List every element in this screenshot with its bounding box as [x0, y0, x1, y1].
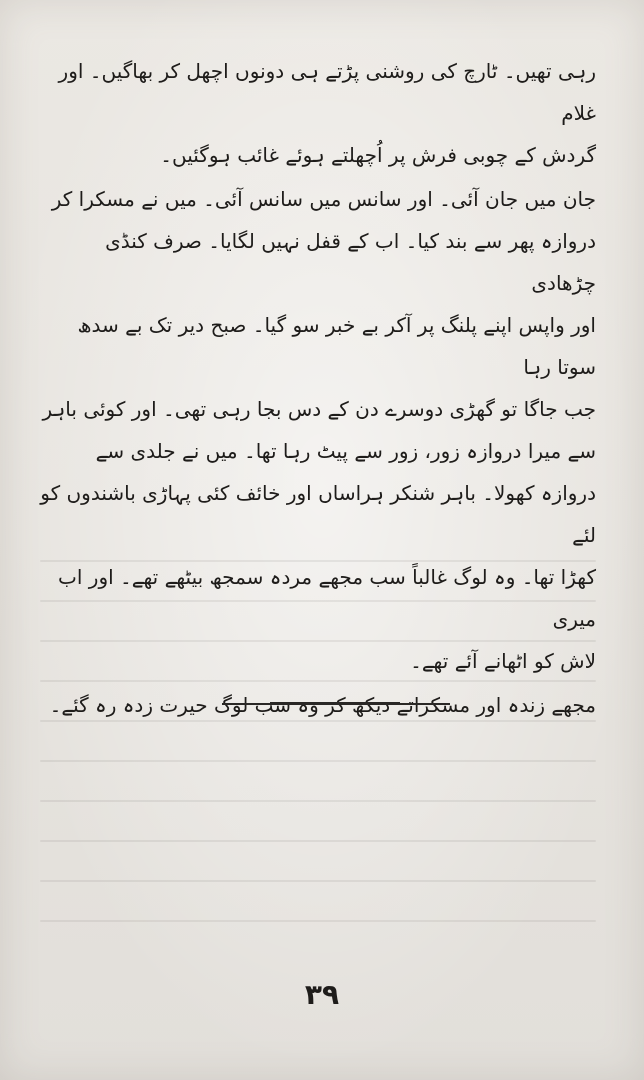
text-line: دروازہ کھولا۔ باہر شنکر ہراساں اور خائف کئی پہاڑی باشندوں کو لئے: [40, 481, 596, 547]
text-line: لاش کو اٹھانے آئے تھے۔: [410, 649, 596, 673]
text-line: اور واپس اپنے پلنگ پر آکر بے خبر سو گیا۔ صبح دیر تک بے سدھ سوتا رہا: [77, 313, 596, 379]
paragraph-2: [40, 178, 596, 682]
text-line: کھڑا تھا۔ وہ لوگ غالباً سب مجھے مردہ سمجھ بیٹھے تھے۔ اور اب میری: [58, 565, 596, 631]
paragraph-3: [40, 684, 596, 726]
text-line: دروازہ پھر سے بند کیا۔ اب کے قفل نہیں لگایا۔ صرف کنڈی چڑھادی: [105, 229, 596, 295]
text-line: جان میں جان آئی۔ اور سانس میں سانس آئی۔ میں نے مسکرا کر: [51, 187, 596, 211]
text-line: جب جاگا تو گھڑی دوسرے دن کے دس بجا رہی تھی۔ اور کوئی باہر: [42, 397, 596, 421]
text-line: گردش کے چوبی فرش پر اُچھلتے ہوئے غائب ہوگئیں۔: [160, 143, 596, 167]
page-number: ۳۹: [304, 978, 340, 1011]
paragraph-1: [40, 50, 596, 176]
text-line: مجھے زندہ اور مسکراتے دیکھ کر وہ سب لوگ حیرت زدہ رہ گئے۔: [49, 693, 596, 717]
section-end-divider: [222, 703, 450, 705]
page-body-text: [40, 48, 596, 726]
text-line: سے میرا دروازہ زور، زور سے پیٹ رہا تھا۔ میں نے جلدی سے: [95, 439, 596, 463]
text-line: رہی تھیں۔ ٹارچ کی روشنی پڑتے ہی دونوں اچھل کر بھاگیں۔ اور غلام: [58, 59, 596, 125]
